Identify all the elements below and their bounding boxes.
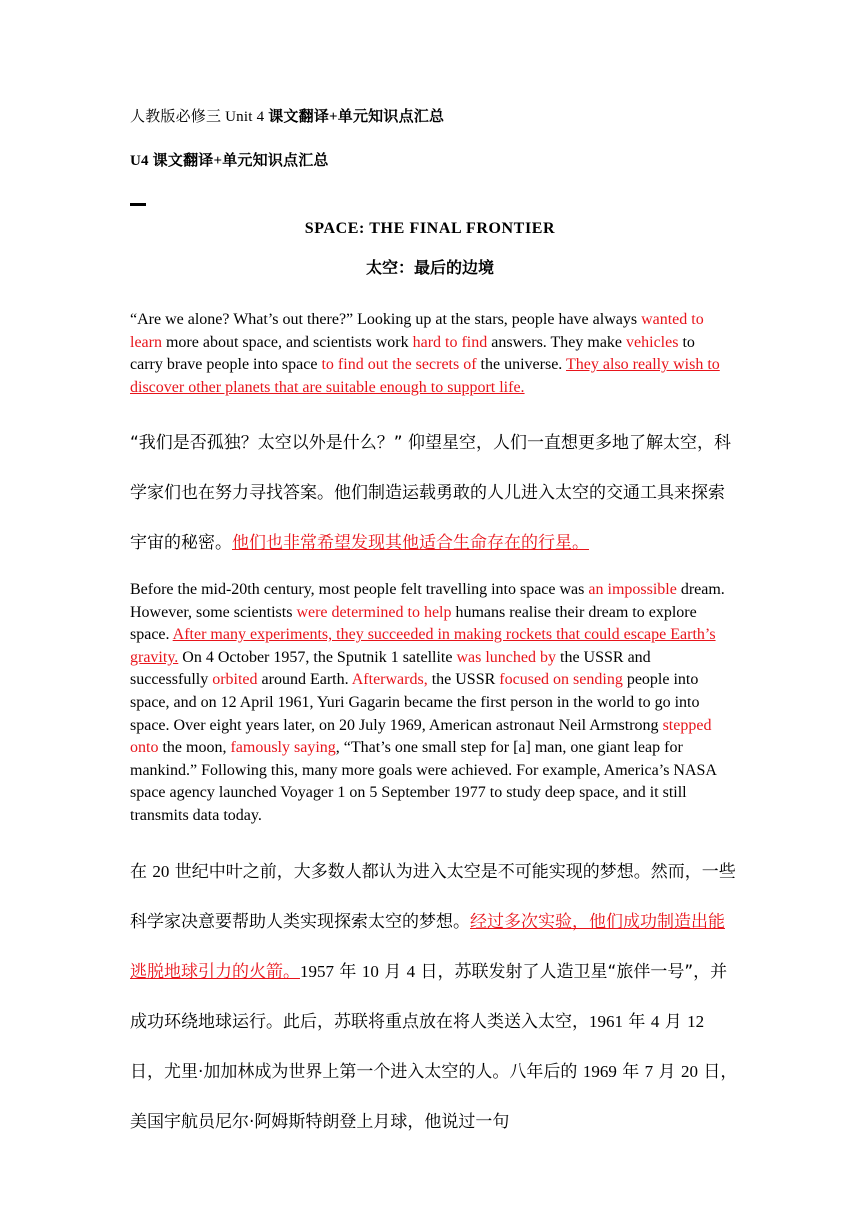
highlight-sentence: 经过多次实验，他们成功制造出能逃脱地球引力的火箭。	[130, 912, 725, 982]
section-dash	[130, 203, 146, 206]
paragraph-2-cn	[130, 847, 740, 1147]
highlight-phrase: to find out the secrets of	[321, 356, 477, 374]
document-header	[130, 105, 444, 126]
number-span: 10	[361, 962, 379, 981]
text-span: 月	[653, 1062, 681, 1082]
number-span: 4	[406, 962, 416, 981]
text-span: 日，美国宇航员尼尔·阿姆斯特朗登上月球，他说过一句	[130, 1062, 738, 1132]
text-span: 月	[378, 962, 407, 982]
text-span: Before the mid-20th century, most people felt travelling into space was	[130, 581, 589, 598]
highlight-phrase: wanted to learn	[130, 311, 704, 351]
text-span: to carry brave people into space	[130, 333, 695, 374]
text-span: people into space, and on 12 April 1961, Yuri Gagarin became the first person in the world to go into space. Over eight years later, on 20 July 1969, American astronaut Neil Armstrong	[130, 671, 700, 734]
article-title-cn: 太空：最后的边境	[365, 258, 494, 277]
text-span: “Are we alone? What’s out there?” Looking up at the stars, people have always	[130, 311, 642, 328]
highlight-phrase: stepped onto	[130, 716, 712, 757]
highlight-phrase: hard to find	[412, 333, 488, 351]
paragraph-1-cn	[130, 418, 740, 568]
text-span: On 4 October 1957, the Sputnik 1 satellite	[178, 648, 457, 666]
highlight-phrase: was lunched by	[456, 648, 556, 666]
text-span: the universe.	[476, 356, 567, 374]
highlight-sentence: After many experiments, they succeeded in making rockets that could escape Earth’s gravity.	[130, 626, 716, 666]
text-span: answers. They make	[487, 333, 627, 351]
text-span: around Earth.	[257, 671, 352, 689]
text-span: “我们是否孤独？太空以外是什么？” 仰望星空，人们一直想更多地了解太空，科学家们也在努力寻找答案。他们制造运载勇敢的人儿进入太空的交通工具来探索宇宙的秘密。	[130, 433, 732, 553]
text-span: the moon,	[158, 739, 231, 757]
text-span: humans realise their dream to explore space.	[130, 603, 697, 644]
text-span: 日，尤里·加加林成为世界上第一个进入太空的人。八年后的	[130, 1062, 583, 1082]
text-span: more about space, and scientists work	[161, 333, 413, 351]
number-span: 7	[644, 1062, 654, 1081]
highlight-phrase: an impossible	[588, 581, 677, 598]
text-span: 月	[659, 1012, 688, 1032]
paragraph-1-en	[130, 309, 730, 399]
number-span: 4	[650, 1012, 660, 1031]
number-span: 1957	[300, 962, 334, 981]
paragraph-2-en	[130, 579, 730, 828]
highlight-phrase: were determined to help	[296, 603, 452, 621]
highlight-sentence: They also really wish to discover other planets that are suitable enough to support life.	[130, 356, 720, 396]
text-span: dream. However, some scientists	[130, 581, 725, 621]
text-span: 世纪中叶之前，大多数人都认为进入太空是不可能实现的梦想。然而，一些科学家决意要帮助人类实现探索太空的梦想。	[130, 862, 736, 932]
document-subtitle: U4 课文翻译+单元知识点汇总	[130, 153, 329, 169]
text-span: , “That’s one small step for [a] man, one giant leap for mankind.” Following this, many more goals were achieved. For example, America’s NASA space agency launched Voyager 1 on 5 September 1977 to study deep space, and it still transmits data today.	[130, 739, 717, 824]
highlight-phrase: vehicles	[626, 333, 679, 351]
text-span: 年	[334, 962, 362, 982]
number-span: 1969	[582, 1062, 617, 1081]
number-span: 1961	[589, 1012, 623, 1031]
article-title-en: SPACE: THE FINAL FRONTIER	[304, 220, 556, 237]
highlight-sentence: 他们也非常希望发现其他适合生命存在的行星。	[232, 533, 589, 553]
highlight-phrase: focused on sending	[499, 671, 623, 689]
text-span: the USSR and successfully	[130, 648, 651, 689]
text-span: 在	[130, 862, 153, 882]
highlight-phrase: famously saying	[230, 739, 336, 757]
header-prefix: 人教版必修三 Unit 4	[130, 109, 269, 125]
text-span: the USSR	[427, 671, 500, 689]
number-span: 20	[152, 862, 170, 881]
text-span: 日，苏联发射了人造卫星“旅伴一号”，并成功环绕地球运行。此后，苏联将重点放在将人类送入太空，	[130, 962, 728, 1032]
highlight-phrase: orbited	[212, 671, 258, 689]
header-rest: 课文翻译+单元知识点汇总	[268, 109, 445, 125]
text-span: 年	[616, 1062, 645, 1082]
number-span: 20	[680, 1062, 698, 1081]
number-span: 12	[687, 1012, 705, 1031]
text-span: 年	[623, 1012, 651, 1032]
highlight-phrase: Afterwards,	[351, 671, 428, 689]
